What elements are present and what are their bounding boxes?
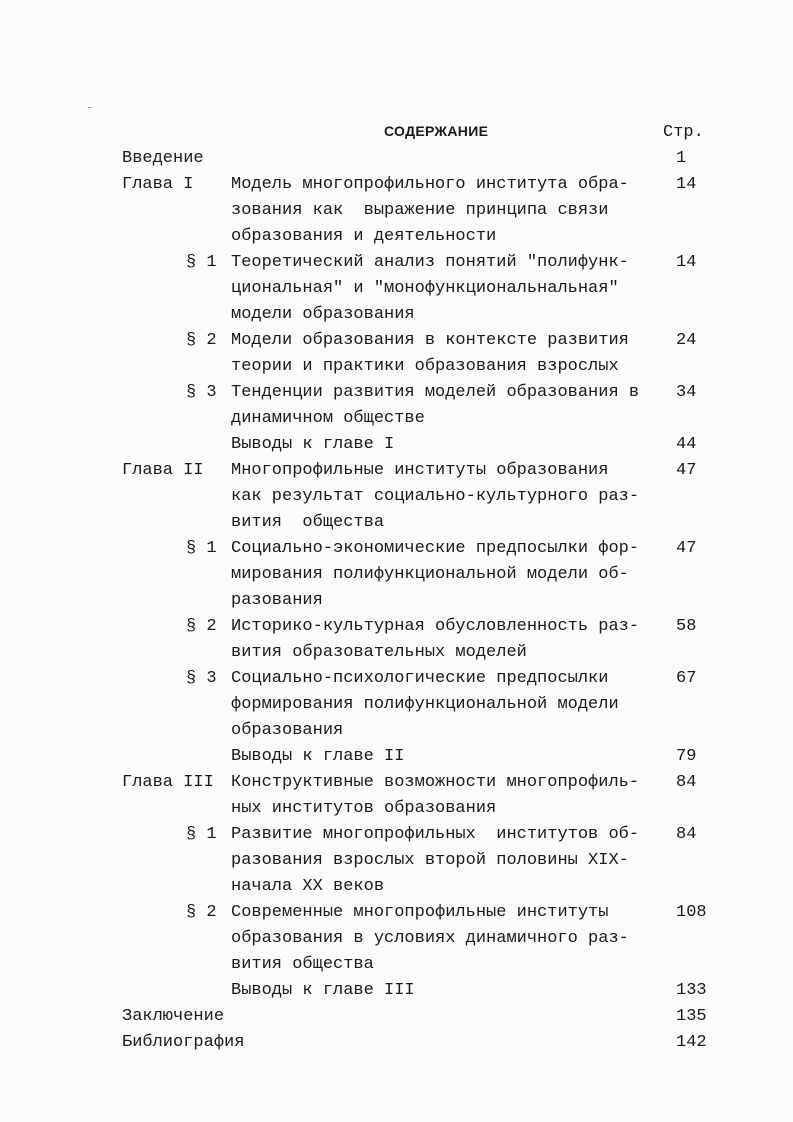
title-line: теории и практики образования взрослых bbox=[231, 357, 619, 376]
entry-label: § 2 bbox=[186, 331, 217, 350]
entry-title bbox=[231, 900, 661, 978]
title-line: Модель многопрофильного института обра- bbox=[231, 175, 629, 194]
entry-label: § 3 bbox=[186, 669, 217, 688]
title-line: ных институтов образования bbox=[231, 799, 497, 818]
entry-title bbox=[231, 666, 661, 744]
entry-title bbox=[231, 432, 661, 458]
scan-speck bbox=[88, 107, 91, 108]
entry-title bbox=[231, 380, 661, 432]
title-line: формирования полифункциональной модели bbox=[231, 695, 619, 714]
title-line: циональная" и "монофункциональнальная" bbox=[231, 279, 619, 298]
entry-label: § 1 bbox=[186, 539, 217, 558]
title-line: мирования полифункциональной модели об- bbox=[231, 565, 629, 584]
entry-page: 67 bbox=[676, 669, 697, 688]
entry-page: 133 bbox=[676, 981, 707, 1000]
title-line: Социально-психологические предпосылки bbox=[231, 669, 609, 688]
entry-page: 14 bbox=[676, 175, 697, 194]
title-line: образования в условиях динамичного раз- bbox=[231, 929, 629, 948]
entry-page: 44 bbox=[676, 435, 697, 454]
entry-page: 34 bbox=[676, 383, 697, 402]
title-line: Выводы к главе II bbox=[231, 747, 405, 766]
entry-title bbox=[231, 536, 661, 614]
entry-title bbox=[231, 978, 661, 1004]
entry-page: 84 bbox=[676, 773, 697, 792]
entry-label: § 3 bbox=[186, 383, 217, 402]
entry-label: Глава I bbox=[122, 175, 194, 194]
title-line: Модели образования в контексте развития bbox=[231, 331, 629, 350]
entry-page: 1 bbox=[676, 149, 687, 168]
title-line: Многопрофильные институты образования bbox=[231, 461, 609, 480]
title-line: начала XX веков bbox=[231, 877, 385, 896]
entry-page: 24 bbox=[676, 331, 697, 350]
entry-page: 135 bbox=[676, 1007, 707, 1026]
title-line: Теоретический анализ понятий "полифунк- bbox=[231, 253, 629, 272]
title-line: вития общества bbox=[231, 955, 374, 974]
title-line: Выводы к главе I bbox=[231, 435, 395, 454]
title-line: образования и деятельности bbox=[231, 227, 497, 246]
title-line: разования взрослых второй половины XIX- bbox=[231, 851, 629, 870]
entry-label: § 1 bbox=[186, 825, 217, 844]
entry-label: § 2 bbox=[186, 617, 217, 636]
title-line: образования bbox=[231, 721, 344, 740]
title-line: Социально-экономические предпосылки фор- bbox=[231, 539, 640, 558]
title-line: вития образовательных моделей bbox=[231, 643, 527, 662]
entry-title bbox=[231, 822, 661, 900]
entry-title bbox=[231, 614, 661, 666]
entry-title bbox=[231, 250, 661, 328]
entry-page: 142 bbox=[676, 1033, 707, 1052]
entry-title bbox=[231, 770, 661, 822]
page-column-header: Стр. bbox=[663, 123, 704, 142]
entry-label: Введение bbox=[122, 149, 204, 168]
entry-page: 84 bbox=[676, 825, 697, 844]
entry-title bbox=[231, 172, 661, 250]
entry-title bbox=[231, 744, 661, 770]
entry-label: Глава III bbox=[122, 773, 214, 792]
entry-title bbox=[231, 328, 661, 380]
entry-page: 108 bbox=[676, 903, 707, 922]
entry-page: 58 bbox=[676, 617, 697, 636]
entry-page: 79 bbox=[676, 747, 697, 766]
title-line: Развитие многопрофильных институтов об- bbox=[231, 825, 640, 844]
title-line: Тенденции развития моделей образования в bbox=[231, 383, 640, 402]
entry-label: Глава II bbox=[122, 461, 204, 480]
entry-label: § 1 bbox=[186, 253, 217, 272]
title-line: Выводы к главе III bbox=[231, 981, 415, 1000]
entry-label: Библиография bbox=[122, 1033, 245, 1052]
entry-label: Заключение bbox=[122, 1007, 225, 1026]
toc-title: СОДЕРЖАНИЕ bbox=[384, 123, 489, 139]
entry-label: § 2 bbox=[186, 903, 217, 922]
title-line: Современные многопрофильные институты bbox=[231, 903, 609, 922]
title-line: вития общества bbox=[231, 513, 385, 532]
entry-page: 47 bbox=[676, 539, 697, 558]
title-line: Историко-культурная обусловленность раз- bbox=[231, 617, 640, 636]
title-line: динамичном обществе bbox=[231, 409, 425, 428]
entry-title bbox=[231, 458, 661, 536]
entry-page: 14 bbox=[676, 253, 697, 272]
title-line: Конструктивные возможности многопрофиль- bbox=[231, 773, 640, 792]
title-line: как результат социально-культурного раз- bbox=[231, 487, 640, 506]
title-line: разования bbox=[231, 591, 323, 610]
title-line: модели образования bbox=[231, 305, 415, 324]
entry-page: 47 bbox=[676, 461, 697, 480]
title-line: зования как выражение принципа связи bbox=[231, 201, 609, 220]
